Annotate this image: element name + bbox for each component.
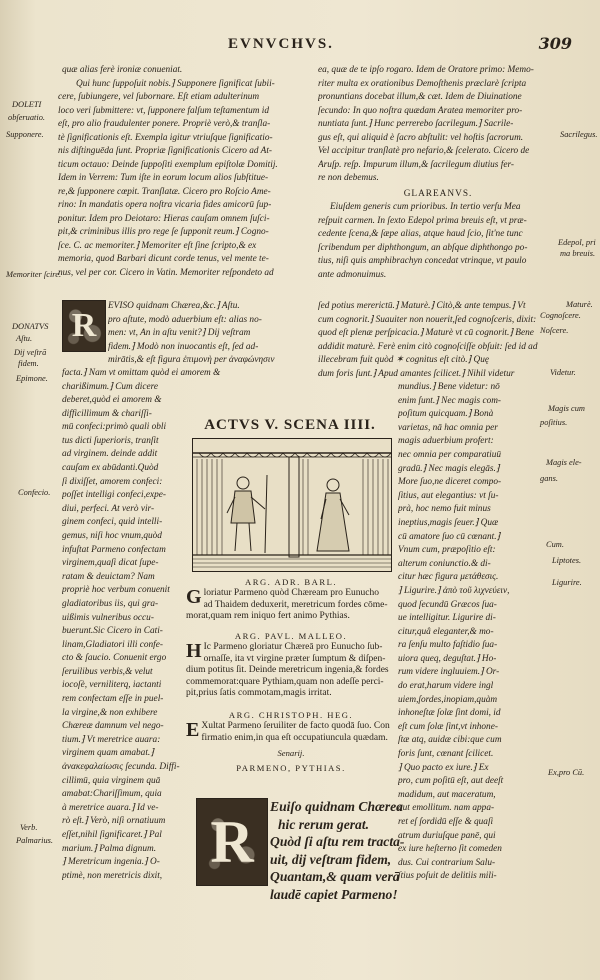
argument-paul-malleo: [186, 630, 396, 700]
text-line: mirātis,& eſt figura ἐπιμονὴ per ἀναφώνησιν: [108, 355, 275, 365]
text-line: infuſtat Parmeno confectam: [62, 544, 166, 555]
text-line: pronuntians docebat illum,& cæt. Idem de Diuinatione: [318, 92, 522, 102]
text-line: gemus, niſi hoc vnum,quòd: [62, 530, 162, 541]
text-line: fidem.⁆ Modò non inuocantis eſt, ſed ad-: [108, 341, 259, 352]
text-line: citur,quâ eleganter,& mo-: [398, 626, 494, 637]
text-line: mundius.⁆ Bene videtur: nō: [398, 382, 500, 392]
text-line: ſitius, aut elegantius: vt ſu-: [398, 490, 499, 501]
text-line: ineptius,magis ſeuer.⁆ Quæ: [398, 517, 499, 528]
commentary-donatus-cont: [62, 367, 318, 394]
page-header: [0, 34, 600, 58]
text-line: prà, hoc nemo fuit minus: [398, 504, 491, 515]
text-line: More ſuo,ne diceret compo-: [398, 477, 502, 488]
text-line: ornaſſe, ita vt virgine præter ſumptum & diſpen-: [203, 653, 386, 664]
text-line: gladiatoribus iis, qui gra-: [62, 598, 159, 609]
text-line: dus. Cui contrarium Salu-: [398, 857, 496, 868]
commentary-top-right: [318, 64, 558, 282]
verse-line: Quòd ſi aſtu rem tracta-: [270, 834, 405, 850]
verse-line: Quantam,& quam verā: [270, 869, 400, 885]
text-line: pro aſtute, modò aduerbium eſt: alias no-: [108, 314, 262, 325]
text-line: pit,prius ſatis commotam,magis irritat.: [186, 688, 332, 699]
text-line: cillimū, quia virginem quā: [62, 775, 161, 786]
margin-note: Noſcere.: [540, 326, 569, 335]
text-line: tius, niſi quis amphibrachyn concedat vtrinque, vt paulo: [318, 256, 527, 266]
margin-note: Ex,pro Cū.: [548, 768, 585, 777]
text-line: eſt cum ſolæ ſint,vt inhone-: [398, 721, 498, 732]
decorated-initial-r: [62, 300, 106, 352]
margin-note: Supponere.: [6, 130, 44, 139]
margin-note: Verb.: [20, 823, 38, 832]
text-line: rino: In mandatis opera noſtra vicaria fides amicorū ſup-: [58, 200, 272, 210]
commentary-left-column: [62, 394, 184, 883]
text-line: ἀνακεφαλαίωσις ſecunda. Diffi-: [62, 762, 180, 773]
text-line: nis diſtinguēda ſunt. Propriæ ſignificationis Cicero ad At-: [58, 146, 273, 156]
text-line: madidum, aut maceratum,: [398, 789, 496, 800]
text-line: illecebram fuit quòd ✶ cognitus eſt citò.⁆ Quę: [318, 355, 489, 365]
text-line: cto & ſaucio. Conuenit ergo: [62, 653, 167, 664]
text-line: cere, ſubiungere, vel ſubornare. Eſt etiam adulterinum: [58, 92, 260, 102]
verse-line: laudē capiet Parmeno!: [270, 886, 398, 902]
margin-note: Magis ele-: [546, 458, 582, 467]
text-line: Qui hunc ſuppoſuit nobis.⁆ Supponere ſignificat ſubii-: [76, 78, 275, 89]
text-line: marium.⁆ Palma dignum.: [62, 843, 157, 854]
text-line: Vnum cum, præpoſitio eſt:: [398, 545, 496, 556]
margin-note-doleti: DOLETI: [12, 100, 42, 109]
text-line: ptimè, non meretricis dixit,: [62, 870, 163, 881]
margin-note: Maturè.: [566, 300, 593, 309]
meter-label: Senarij.: [277, 748, 305, 759]
margin-note: Edepol, pri: [558, 238, 596, 247]
text-line: cauſam ex abūdanti.Quòd: [62, 462, 159, 473]
text-line: charißimum.⁆ Cum dicere: [62, 381, 158, 392]
argument-adr-barl: [186, 576, 396, 623]
text-line: gus eſt, qui aliquid è ſacro abſtulit: vel hoſtis ſacrorum.: [318, 132, 524, 143]
text-line: diui, perfeci. At verò vir-: [62, 503, 155, 514]
text-line: pit,& criminibus illis pro rege ſe ſupponit reum.⁆ Cogno-: [58, 227, 269, 237]
argument-initial: H: [186, 640, 202, 662]
text-line: cū amatore ſuo cū cœnant.⁆: [398, 531, 501, 542]
margin-note: fidem.: [18, 359, 39, 368]
text-line: dum foris ſunt.⁆ Apud amantes ſcilicet.⁆ Nihil videtur: [318, 368, 515, 379]
commentary-donatus-intro: [108, 300, 318, 368]
text-line: quod ſecundū Græcos ſua-: [398, 599, 497, 610]
text-line: ante admonuimus.: [318, 269, 387, 280]
commentary-top-left: [58, 64, 310, 280]
text-line: ratam & deuictam? Nam: [62, 571, 155, 582]
text-line: foris ſunt, cœnant ſcilicet.: [398, 749, 494, 760]
text-line: loriatur Parmeno quòd Chæream pro Eunucho: [203, 588, 380, 598]
margin-note: Liptotes.: [552, 556, 582, 565]
text-line: atrum duriuſque panē, qui: [398, 830, 496, 841]
verse-decorated-initial-r: [196, 798, 268, 886]
text-line: ſce. C. ac memoriter.⁆ Memoriter eſt ſine ſcripto,& ex: [58, 240, 257, 251]
text-line: virginem,quaſi dicat ſupe-: [62, 558, 159, 569]
verse-line: Euiſo quidnam Chærea: [270, 799, 403, 814]
text-line: rò eſt.⁆ Verò, niſi ornatiuum: [62, 816, 166, 827]
text-line: poſitum quicquam.⁆ Bonà: [398, 409, 494, 420]
text-line: addidit maturè. Ferè enim citò cognoſciſſe obſuit: ſed id ad: [318, 341, 538, 352]
text-line: buerunt.Sic Cicero in Cati-: [62, 626, 163, 637]
text-line: ponitur. Idem pro Deiotaro: Hieras cauſam omnem ſuſci-: [58, 213, 270, 224]
text-line: ⁆ Meretricum ingenia.⁆ O-: [62, 857, 160, 868]
text-line: ſtius poſuit de delitiis mili-: [398, 871, 497, 882]
text-line: ea, quæ de te ipſo rogaro. Idem de Oratore primo: Memo-: [318, 65, 534, 75]
margin-note: gans.: [540, 474, 558, 483]
text-line: à meretrice auara.⁆ Id ve-: [62, 802, 159, 813]
text-line: varietas, nā hac omnia per: [398, 422, 498, 433]
text-line: gradū.⁆ Nec magis elegās.⁆: [398, 463, 500, 474]
text-line: commemorat:quare Pythiam,quam non adeſſe perci-: [186, 676, 384, 687]
argument-initial: E: [186, 719, 200, 741]
stage-scene-image: [193, 439, 391, 571]
text-line: ſeruilibus verbis,& velut: [62, 666, 153, 677]
margin-note: Memoriter ſcire.: [6, 270, 62, 279]
text-line: aut emollitum. nam appa-: [398, 803, 495, 814]
text-line: ⁆ Quo pacto ex iure.⁆ Ex: [398, 762, 489, 773]
page-number: 309: [538, 34, 572, 53]
speakers-heading: PARMENO, PYTHIAS.: [236, 763, 346, 774]
margin-note: Sacrilegus.: [560, 130, 598, 139]
margin-note: Confecio.: [18, 488, 51, 497]
text-line: eſſet,nihil ſignificaret.⁆ Pal: [62, 830, 162, 840]
text-line: pro, cum poſitū eſt, aut deeſt: [398, 776, 504, 787]
text-line: tium.⁆ Vt meretrice auara:: [62, 734, 161, 745]
text-line: tè ſignificationis eſt. Exempla igitur vtriuſque ſignificatio-: [58, 132, 273, 143]
text-line: uißimis vulneribus occu-: [62, 612, 154, 623]
text-line: alterum coniunctio.& di-: [398, 558, 491, 569]
margin-note: poſitius.: [540, 418, 568, 427]
text-line: la virgine,& non exhibere: [62, 707, 158, 718]
text-line: citur hæc figura μετάθεσις.: [398, 572, 499, 583]
text-line: ticum octauo: Deinde ſuppoſiti exemplum epiſtolæ Domitij.: [58, 159, 278, 170]
margin-note: Magis cum: [548, 404, 585, 413]
text-line: Vel accipitur tranſlatè pro nefario,& ſcelerato. Cicero de: [318, 146, 530, 156]
text-line: uiora queq, deguſtat.⁆ Ho-: [398, 653, 497, 664]
text-line: ſed potius mererictū.⁆ Maturè.⁆ Citò,& ante tempus.⁆ Vt: [318, 301, 526, 311]
text-line: loco veri ſubmittere: vt, ſupponere falſum teſtamentum id: [58, 105, 270, 116]
text-line: iocoſè, verniliterq, iactanti: [62, 680, 162, 691]
text-line: rem confectam eſſe in puel-: [62, 694, 164, 705]
text-line: eſt, pro alio fraudulenter ponere. Propriè verò,& tranſla-: [58, 119, 271, 129]
text-line: ginem confeci, quid intelli-: [62, 517, 163, 528]
margin-note: Ligurire.: [552, 578, 582, 587]
text-line: ra ſenſu multo faſtidio ſua-: [398, 640, 498, 651]
text-line: cum cognorit.⁆ Suauiter non nouerit,ſed cognoſceris, dixit:: [318, 314, 537, 325]
margin-note: Palmarius.: [16, 836, 53, 845]
text-line: nec omnia per comparatiuū: [398, 449, 502, 460]
margin-note: ma breuis.: [560, 249, 596, 258]
text-line: inhoneſtæ ſolæ ſint domi, id: [398, 708, 501, 719]
text-line: Ic Parmeno gloriatur Chæreā pro Eunucho ſub-: [203, 642, 383, 652]
text-line: re,& ſupponere cœpit. Tranſlatæ. Cicero pro Roſcio Ame-: [58, 186, 271, 197]
text-line: EVISO quidnam Chærea,&c.⁆ Aſtu.: [108, 301, 240, 311]
argument-initial: G: [186, 586, 202, 608]
text-line: ret eſ ſordidū eſſe & quaſi: [398, 817, 494, 827]
text-line: ue intelligitur. Ligurire di-: [398, 613, 496, 624]
running-title: EVNVCHVS.: [228, 36, 334, 52]
text-line: reſpuit carmen. In ſexto Edepol prima breuis eſt, vt præ-: [318, 215, 527, 226]
commentary-upper-right: [318, 300, 540, 381]
margin-note-donatus: DONATVS: [12, 322, 49, 331]
text-line: ſtæ atq, auidæ cibi:que cum: [398, 735, 502, 746]
text-line: ex iure heſterno ſit comeden: [398, 844, 502, 855]
text-line: enim ſunt.⁆ Nec magis com-: [398, 395, 502, 406]
text-line: Aruſp. reſp. Impurum illum,& ſacrilegum diutius fer-: [318, 159, 514, 170]
verse-line: hic rerum gerat.: [278, 816, 370, 832]
text-line: quæ alias ferè ironiæ conueniat.: [62, 65, 183, 75]
glareanus-heading: GLAREANVS.: [403, 188, 473, 199]
margin-note: Cognoſcere.: [540, 311, 581, 320]
argument-heading: ARG. CHRISTOPH. HEG.: [228, 710, 354, 720]
play-verse: [270, 798, 410, 904]
text-line: do erat,harum videre ingl: [398, 681, 494, 692]
argument-heading: ARG. ADR. BARL.: [245, 577, 337, 587]
text-line: ſcribendum per diphthongum, an abſque diphthongo po-: [318, 242, 528, 253]
text-line: Eiuſdem generis cum prioribus. In tertio verſu Mea: [330, 202, 521, 212]
margin-note: Videtur.: [550, 368, 576, 377]
text-line: uiem,ſordes,inopiam,quàm: [398, 694, 498, 705]
argument-heading: ARG. PAVL. MALLEO.: [234, 631, 348, 641]
margin-note: Dij veſtrā: [14, 348, 47, 357]
text-line: nuntiata ſunt.⁆ Hunc perrerebo ſacrilegum.⁆ Sacrile-: [318, 119, 514, 129]
text-line: quod eſt plenæ perſpicacia.⁆ Maturè vt cū cognorit.⁆ Bene: [318, 328, 534, 338]
text-line: Chæreæ damnum vel nego-: [62, 721, 164, 732]
text-line: virginem quam amabat.⁆: [62, 748, 154, 759]
text-line: men: vt, An in aſtu venit?⁆ Dij veſtram: [108, 328, 251, 338]
argument-christoph-heg: [186, 709, 396, 774]
commentary-right-column: [398, 381, 540, 884]
text-line: mū confeci:primò quali obli: [62, 422, 167, 433]
text-line: riter multa ex orationibus Demoſthenis præclarè ſcripta: [318, 78, 527, 89]
woodcut-illustration: [192, 438, 392, 572]
margin-note: obſeruatio.: [8, 113, 45, 122]
text-line: nus, vel per cor. Cicero in Vatin. Memoriter reſpondeto ad: [58, 267, 274, 278]
text-line: ⁆ Ligurire.⁆ ἀπὸ τοῦ λιχνεύειν,: [398, 585, 510, 596]
text-line: ſecundo: In quo noſtra quædam Aratea memoriter pro-: [318, 105, 523, 116]
text-line: difficillimum & chariſſi-: [62, 408, 152, 419]
text-line: ad Thaidem deduxerit, meretricum fordes cōme-: [203, 599, 388, 610]
text-line: cedente ſcena,& ſæpe alias, atque haud ſcio, ſit'ne tunc: [318, 229, 523, 239]
text-line: poſſet intelligi confeci,expe-: [62, 490, 167, 501]
verse-line: uit, dij veſtram fidem,: [270, 851, 392, 867]
text-line: magis aduerbium profert:: [398, 436, 494, 447]
text-line: linam,Gladiatori illi confe-: [62, 639, 163, 650]
margin-note: Cum.: [546, 540, 564, 549]
text-line: facta.⁆ Nam vt omittam quòd ei amorem &: [62, 368, 221, 378]
text-line: ſi dixiſſet, amorem confeci:: [62, 476, 163, 487]
text-line: memoria, quod Barbari dicunt corde tenus, vel mente te-: [58, 254, 269, 264]
text-line: tus dicti ſuperioris, tranſit: [62, 435, 159, 446]
initial-letter: R: [71, 307, 97, 344]
margin-note: Epimone.: [16, 374, 48, 383]
text-line: ad virginem. deinde addit: [62, 449, 158, 460]
text-line: morat,quam rem iniquo fert animo Pythias.: [186, 611, 350, 622]
text-line: firmatio enim,in qua eſt occupatiuncula quædam.: [201, 732, 388, 743]
text-line: re non debemus.: [318, 173, 379, 183]
text-line: dium potitus ſit. Deinde meretricum ingenia,& fordes: [186, 665, 389, 676]
margin-note: Aſtu.: [16, 334, 33, 343]
text-line: Xultat Parmeno ſeruiliter de facto quodā ſuo. Con: [201, 721, 390, 731]
scene-title: ACTVS V. SCENA IIII.: [204, 417, 376, 433]
text-line: propriè hoc verbum conuenit: [62, 585, 170, 596]
text-line: amabat:Chariſſimum, quia: [62, 789, 162, 800]
text-line: rum videre ingluuiem.⁆ Or-: [398, 667, 500, 678]
text-line: deberet,quòd ei amorem &: [62, 395, 162, 405]
verse-initial-letter: R: [210, 808, 254, 875]
text-line: Idem in Verrem: Tum iſte in eorum locum alios ſubſtitue-: [58, 173, 269, 183]
